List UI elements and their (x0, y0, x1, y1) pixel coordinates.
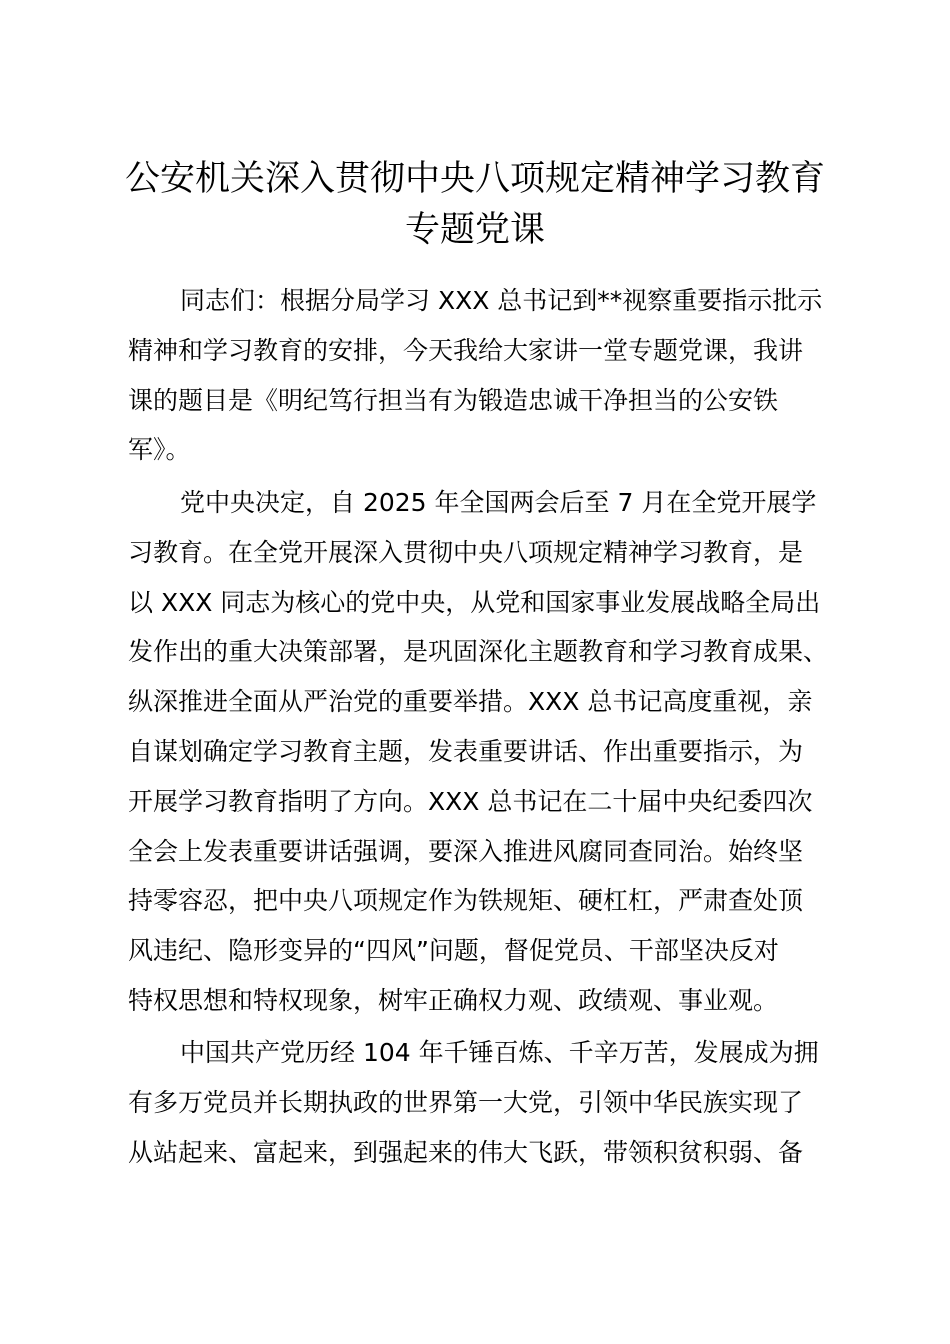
paragraph-line: 以 XXX 同志为核心的党中央，从党和国家事业发展战略全局出 (128, 587, 821, 617)
paragraph-line: 同志们：根据分局学习 XXX 总书记到**视察重要指示批示 (180, 286, 823, 315)
paragraph-line: 风违纪、隐形变异的“四风”问题，督促党员、干部坚决反对 (128, 936, 779, 966)
paragraph-1 (128, 276, 834, 475)
document-title-line-1: 公安机关深入贯彻中央八项规定精神学习教育 (124, 159, 825, 199)
paragraph-line: 习教育。在全党开展深入贯彻中央八项规定精神学习教育，是 (128, 537, 804, 567)
paragraph-line: 开展学习教育指明了方向。XXX 总书记在二十届中央纪委四次 (128, 786, 813, 816)
paragraph-line: 纵深推进全面从严治党的重要举措。XXX 总书记高度重视，亲 (128, 687, 813, 717)
paragraph-line: 课的题目是《明纪笃行担当有为锻造忠诚干净担当的公安铁 (128, 385, 779, 415)
paragraph-line: 全会上发表重要讲话强调，要深入推进风腐同查同治。始终坚 (128, 836, 804, 866)
document-title-line-2: 专题党课 (404, 210, 545, 250)
paragraph-line: 有多万党员并长期执政的世界第一大党，引领中华民族实现了 (128, 1087, 804, 1117)
paragraph-line: 党中央决定，自 2025 年全国两会后至 7 月在全党开展学 (180, 488, 817, 517)
paragraph-line: 中国共产党历经 104 年千锤百炼、千辛万苦，发展成为拥 (180, 1038, 819, 1067)
paragraph-line: 从站起来、富起来，到强起来的伟大飞跃，带领积贫积弱、备 (128, 1137, 804, 1167)
paragraph-3 (128, 1028, 834, 1177)
paragraph-line: 自谋划确定学习教育主题，发表重要讲话、作出重要指示，为 (128, 736, 804, 766)
paragraph-line: 军》。 (128, 435, 191, 465)
paragraph-line: 特权思想和特权现象，树牢正确权力观、政绩观、事业观。 (128, 985, 779, 1015)
paragraph-line: 发作出的重大决策部署，是巩固深化主题教育和学习教育成果、 (128, 637, 829, 667)
paragraph-line: 精神和学习教育的安排，今天我给大家讲一堂专题党课，我讲 (128, 335, 804, 365)
paragraph-2 (128, 478, 834, 1026)
paragraph-line: 持零容忍，把中央八项规定作为铁规矩、硬杠杠，严肃查处顶 (128, 886, 804, 916)
